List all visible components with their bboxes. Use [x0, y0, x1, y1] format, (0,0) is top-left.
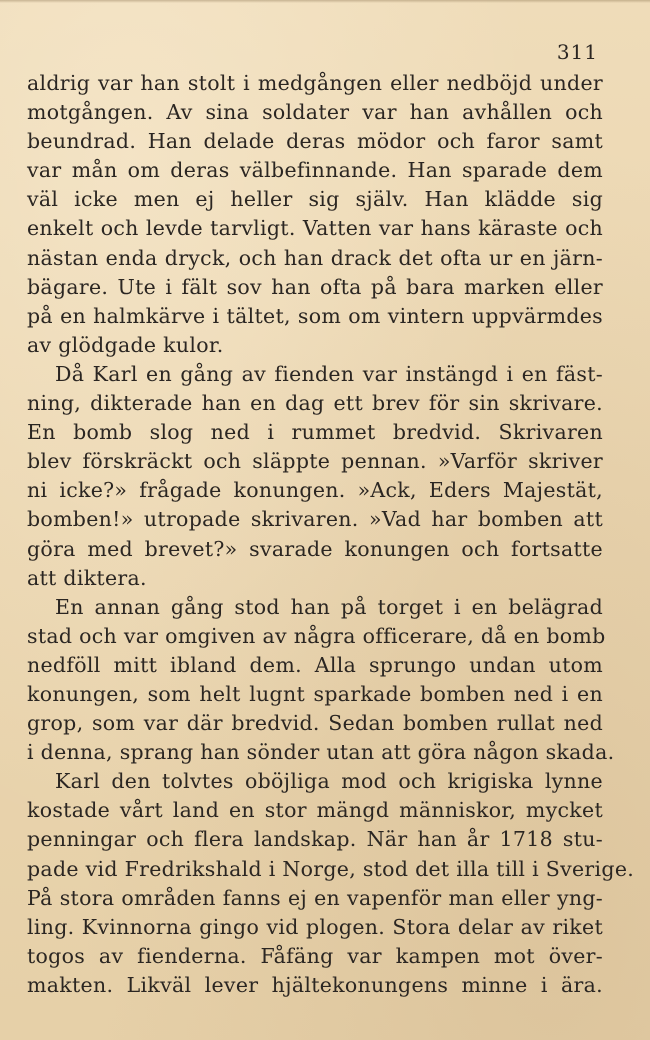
text-line: ni icke?» frågade konungen. »Ack, Eders Majestät,: [27, 478, 603, 503]
text-line: bomben!» utropade skrivaren. »Vad har bomben att: [27, 507, 603, 532]
paragraph-1: [27, 69, 603, 360]
text-line: enkelt och levde tarvligt. Vatten var hans käraste och: [27, 216, 603, 241]
text-line: kostade vårt land en stor mängd människor, mycket: [27, 798, 603, 823]
text-line: väl icke men ej heller sig själv. Han klädde sig: [27, 187, 603, 212]
text-line: ning, dikterade han en dag ett brev för sin skrivare.: [27, 391, 603, 416]
text-line: pade vid Fredrikshald i Norge, stod det illa till i Sverige.: [27, 856, 635, 881]
text-line: bägare. Ute i fält sov han ofta på bara marken eller: [27, 274, 603, 299]
text-line: konungen, som helt lugnt sparkade bomben ned i en: [27, 681, 603, 706]
body-text: [27, 69, 635, 1000]
text-line: Karl den tolvtes oböjliga mod och krigiska lynne: [55, 769, 603, 794]
text-line: Då Karl en gång av fienden var instängd i en fäst-: [55, 361, 603, 386]
text-line: på en halmkärve i tältet, som om vintern uppvärmdes: [27, 303, 603, 328]
text-line: aldrig var han stolt i medgången eller nedböjd under: [27, 71, 603, 95]
text-line: blev förskräckt och släppte pennan. »Varför skriver: [27, 449, 603, 474]
text-line: ling. Kvinnorna gingo vid plogen. Stora delar av riket: [27, 914, 603, 939]
page-number: 311: [556, 40, 598, 64]
text-line: beundrad. Han delade deras mödor och faror samt: [27, 129, 603, 154]
text-line: En bomb slog ned i rummet bredvid. Skrivaren: [27, 420, 603, 445]
text-line: nedföll mitt ibland dem. Alla sprungo undan utom: [27, 652, 603, 677]
text-line: att diktera.: [27, 565, 147, 590]
text-line: av glödgade kulor.: [27, 332, 224, 357]
paragraph-4: [27, 767, 635, 1000]
text-line: På stora områden fanns ej en vapenför man eller yng-: [27, 885, 603, 910]
text-line: togos av fienderna. Fåfäng var kampen mot över-: [27, 943, 603, 968]
text-line: göra med brevet?» svarade konungen och fortsatte: [27, 536, 603, 561]
text-line: stad och var omgiven av några officerare, då en bomb: [27, 623, 606, 648]
page-top-edge: [0, 0, 650, 3]
text-line: motgången. Av sina soldater var han avhållen och: [27, 100, 603, 125]
text-line: En annan gång stod han på torget i en belägrad: [55, 594, 603, 619]
text-line: i denna, sprang han sönder utan att göra någon skada.: [27, 740, 615, 765]
text-line: nästan enda dryck, och han drack det ofta ur en järn-: [27, 245, 603, 270]
text-line: var mån om deras välbefinnande. Han sparade dem: [27, 158, 603, 183]
text-line: grop, som var där bredvid. Sedan bomben rullat ned: [27, 711, 603, 736]
text-line: makten. Likväl lever hjältekonungens minne i ära.: [27, 972, 603, 997]
text-line: penningar och flera landskap. När han år 1718 stu-: [27, 827, 603, 852]
paragraph-2: [27, 360, 603, 593]
paragraph-3: [27, 593, 615, 768]
